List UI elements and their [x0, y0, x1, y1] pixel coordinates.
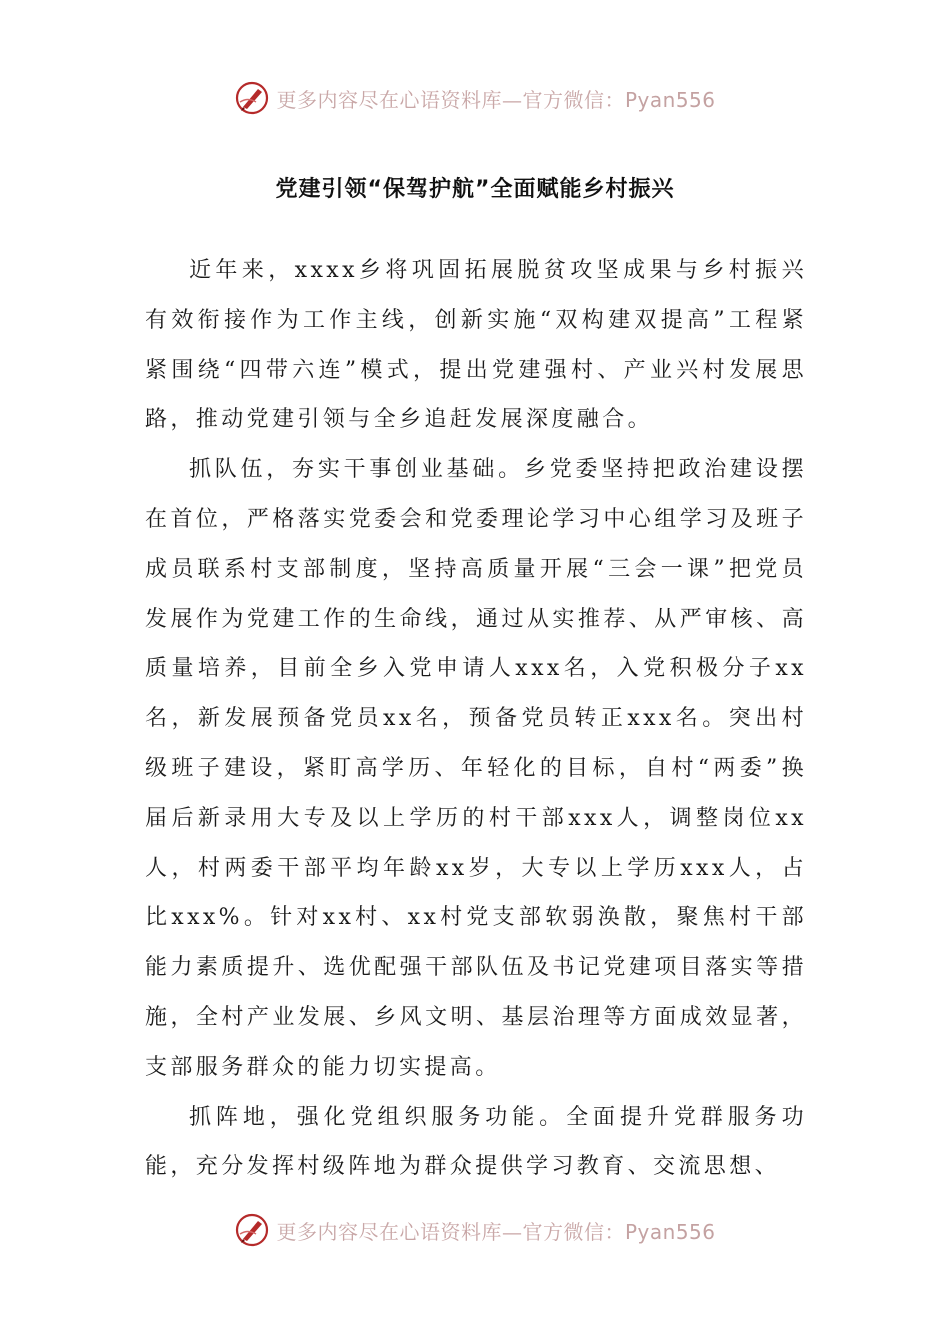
document-body — [145, 246, 807, 1192]
pen-circle-logo-icon — [234, 80, 270, 116]
watermark-footer — [0, 1210, 950, 1250]
paragraph-team: 抓队伍，夯实干事创业基础。乡党委坚持把政治建设摆在首位，严格落实党委会和党委理论学习中心组学习及班子成员联系村支部制度，坚持高质量开展“三会一课”把党员发展作为党建工作的生命线，通过从实推荐、从严审核、高质量培养，目前全乡入党申请人xxx名，入党积极分子xx名，新发展预备党员xx名，预备党员转正xxx名。突出村级班子建设，紧盯高学历、年轻化的目标，自村“两委”换届后新录用大专及以上学历的村干部xxx人，调整岗位xx人，村两委干部平均年龄xx岁，大专以上学历xxx人，占比xxx%。针对xx村、xx村党支部软弱涣散，聚焦村干部能力素质提升、选优配强干部队伍及书记党建项目落实等措施，全村产业发展、乡风文明、基层治理等方面成效显著，支部服务群众的能力切实提高。 — [145, 457, 807, 1080]
watermark-wechat-id: Pyan556 — [624, 1219, 716, 1244]
watermark-text: 更多内容尽在心语资料库—官方微信：Pyan556 — [276, 1219, 716, 1244]
document-title: 党建引领“保驾护航”全面赋能乡村振兴 — [275, 177, 675, 202]
watermark-header — [0, 78, 950, 118]
paragraph-intro: 近年来，xxxx乡将巩固拓展脱贫攻坚成果与乡村振兴有效衔接作为工作主线，创新实施“双构建双提高”工程紧紧围绕“四带六连”模式，提出党建强村、产业兴村发展思路，推动党建引领与全乡追赶发展深度融合。 — [145, 258, 807, 433]
watermark-text: 更多内容尽在心语资料库—官方微信：Pyan556 — [276, 87, 716, 112]
paragraph-position: 抓阵地，强化党组织服务功能。全面提升党群服务功能，充分发挥村级阵地为群众提供学习教育、交流思想、 — [145, 1104, 807, 1180]
pen-circle-logo-icon — [234, 1212, 270, 1248]
watermark-wechat-id: Pyan556 — [624, 87, 716, 112]
